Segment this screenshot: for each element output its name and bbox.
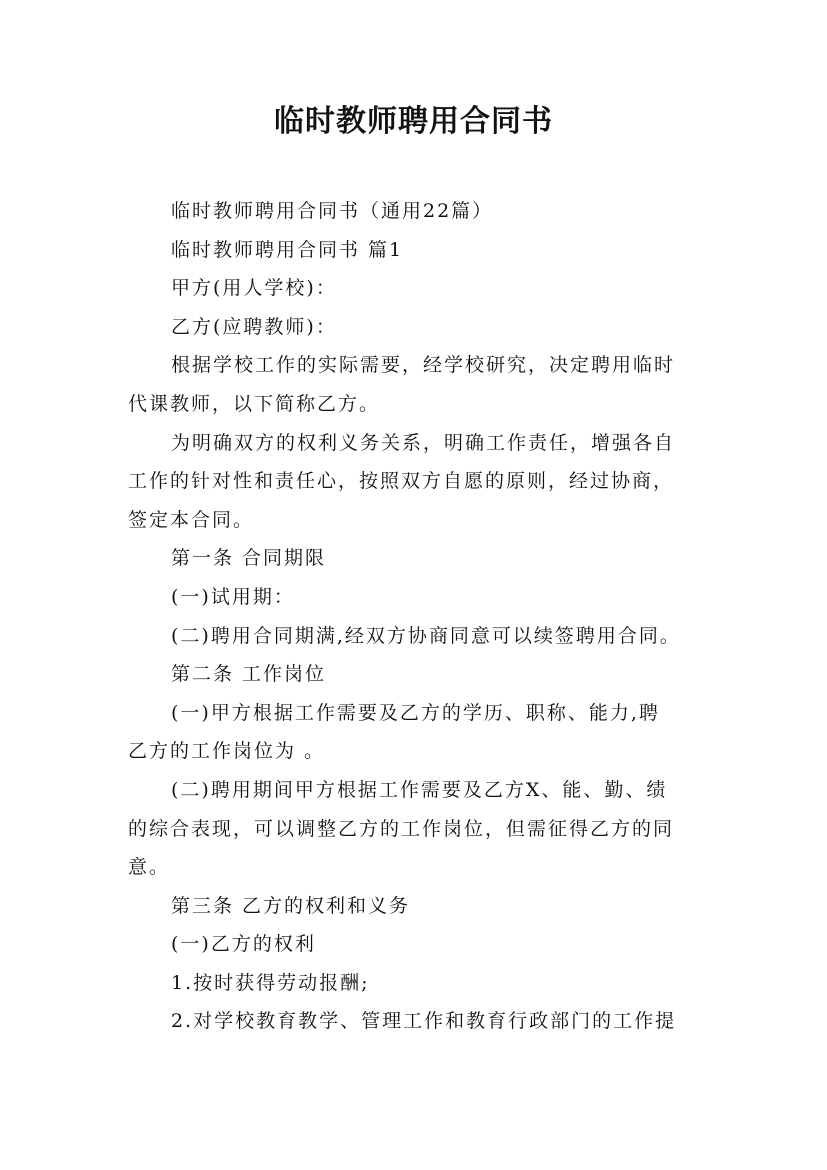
paragraph-line: 临时教师聘用合同书 篇1 (171, 238, 404, 261)
paragraph-line: 为明确双方的权利义务关系，明确工作责任，增强各自 (171, 431, 676, 454)
paragraph-line: 的综合表现，可以调整乙方的工作岗位，但需征得乙方的同 (128, 817, 675, 840)
paragraph-line: (一)乙方的权利 (171, 933, 316, 956)
document-body (128, 192, 708, 1041)
paragraph-line: (二)聘用期间甲方根据工作需要及乙方X、能、勤、绩 (171, 778, 668, 801)
paragraph-line: (一)试用期： (171, 585, 295, 608)
paragraph-line: (一)甲方根据工作需要及乙方的学历、职称、能力,聘 (171, 701, 660, 724)
paragraph-line: 1.按时获得劳动报酬; (171, 971, 370, 994)
paragraph-line: 乙方的工作岗位为 。 (128, 740, 326, 763)
paragraph-line: 临时教师聘用合同书（通用22篇） (171, 200, 494, 222)
paragraph-line: 代课教师，以下简称乙方。 (128, 392, 381, 415)
section-heading: 第三条 乙方的权利和义务 (171, 894, 411, 917)
paragraph-line: 工作的针对性和责任心，按照双方自愿的原则，经过协商， (128, 470, 675, 493)
paragraph-line: 签定本合同。 (128, 508, 255, 531)
paragraph-line: 甲方(用人学校)： (171, 277, 337, 300)
paragraph-line: 意。 (128, 856, 171, 879)
document-title: 临时教师聘用合同书 (274, 104, 553, 139)
paragraph-line: 根据学校工作的实际需要，经学校研究，决定聘用临时 (171, 354, 676, 377)
paragraph-line: 2.对学校教育教学、管理工作和教育行政部门的工作提 (171, 1010, 677, 1033)
section-heading: 第一条 合同期限 (171, 547, 327, 570)
paragraph-line: 乙方(应聘教师)： (171, 315, 337, 338)
section-heading: 第二条 工作岗位 (171, 663, 327, 686)
paragraph-line: (二)聘用合同期满,经双方协商同意可以续签聘用合同。 (171, 624, 681, 647)
